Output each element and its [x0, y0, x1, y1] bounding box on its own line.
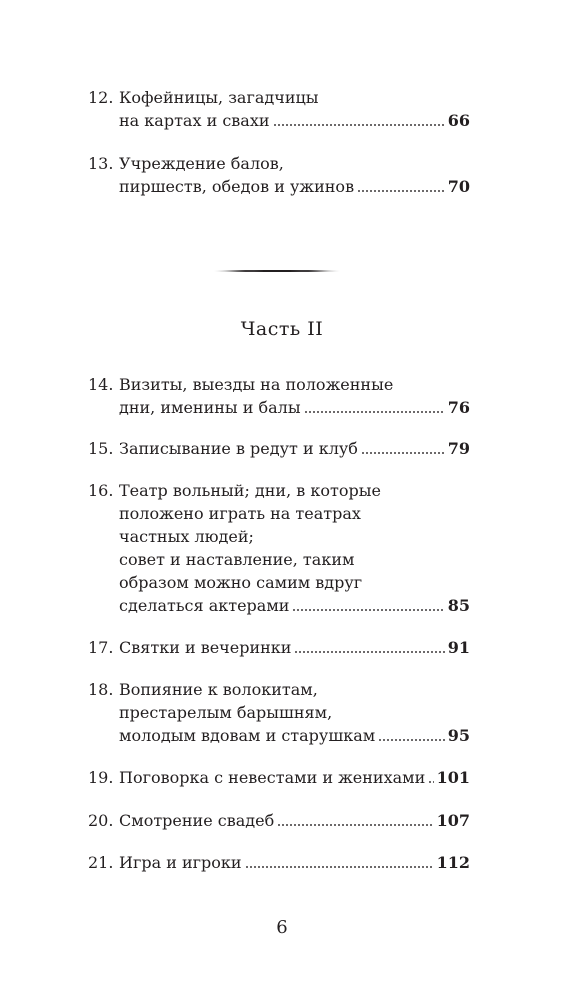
toc-entry-14 — [88, 373, 470, 419]
entry-title-line: Театр вольный; дни, в которые — [119, 481, 381, 500]
entry-title-line: Святки и вечеринки — [119, 638, 292, 657]
toc-entry-19 — [88, 766, 470, 789]
entry-title-line: сделаться актерами — [119, 596, 290, 615]
entry-page-number: 79 — [447, 439, 470, 458]
entry-title-line: престарелым барышням, — [119, 703, 333, 722]
entry-title-line: Учреждение балов, — [119, 154, 284, 173]
entry-number: 19. — [88, 768, 114, 787]
entry-title-line: Игра и игроки — [119, 853, 242, 872]
entry-title-line: частных людей; — [119, 527, 254, 546]
toc-entry-17 — [88, 636, 470, 659]
toc-entry-13 — [88, 152, 470, 198]
dot-leader — [294, 648, 444, 654]
entry-number: 20. — [88, 811, 114, 830]
toc-entry-18 — [88, 678, 470, 747]
entry-title-line: Вопияние к волокитам, — [119, 680, 318, 699]
entry-title-line: совет и наставление, таким — [119, 550, 355, 569]
toc-entry-21 — [88, 851, 470, 874]
entry-title-line: Записывание в редут и клуб — [119, 439, 358, 458]
entry-page-number: 95 — [447, 726, 470, 745]
entry-title-line: пиршеств, обедов и ужинов — [119, 177, 355, 196]
toc-entry-12 — [88, 86, 470, 132]
entry-number: 16. — [88, 481, 114, 500]
dot-leader — [273, 121, 445, 127]
page-number: 6 — [276, 917, 288, 938]
entry-number: 13. — [88, 154, 114, 173]
dot-leader — [292, 606, 444, 612]
entry-number: 18. — [88, 680, 114, 699]
dot-leader — [361, 449, 445, 455]
entry-title-line: Поговорка с невестами и женихами — [119, 768, 426, 787]
entry-number: 21. — [88, 853, 114, 872]
entry-title-line: образом можно самим вдруг — [119, 573, 363, 592]
entry-title-line: Смотрение свадеб — [119, 811, 275, 830]
entry-page-number: 112 — [436, 853, 470, 872]
entry-number: 17. — [88, 638, 114, 657]
entry-page-number: 66 — [447, 111, 470, 130]
section-divider — [214, 270, 340, 272]
toc-entry-16 — [88, 479, 470, 617]
entry-title-line: молодым вдовам и старушкам — [119, 726, 376, 745]
entry-title-line: Визиты, выезды на положенные — [119, 375, 394, 394]
part-title: Часть II — [240, 318, 324, 340]
toc-entry-20 — [88, 809, 470, 832]
entry-title-line: на картах и свахи — [119, 111, 270, 130]
dot-leader — [304, 408, 445, 414]
entry-page-number: 76 — [447, 398, 470, 417]
entry-page-number: 70 — [447, 177, 470, 196]
entry-page-number: 91 — [447, 638, 470, 657]
dot-leader — [245, 863, 434, 869]
entry-title-line: Кофейницы, загадчицы — [119, 88, 319, 107]
entry-number: 15. — [88, 439, 114, 458]
dot-leader — [277, 821, 433, 827]
dot-leader — [357, 187, 445, 193]
entry-number: 14. — [88, 375, 114, 394]
entry-page-number: 101 — [436, 768, 470, 787]
dot-leader — [428, 778, 433, 784]
entry-title-line: дни, именины и балы — [119, 398, 301, 417]
entry-number: 12. — [88, 88, 114, 107]
dot-leader — [378, 736, 445, 742]
entry-title-line: положено играть на театрах — [119, 504, 361, 523]
toc-entry-15 — [88, 437, 470, 460]
entry-page-number: 85 — [447, 596, 470, 615]
entry-page-number: 107 — [436, 811, 470, 830]
